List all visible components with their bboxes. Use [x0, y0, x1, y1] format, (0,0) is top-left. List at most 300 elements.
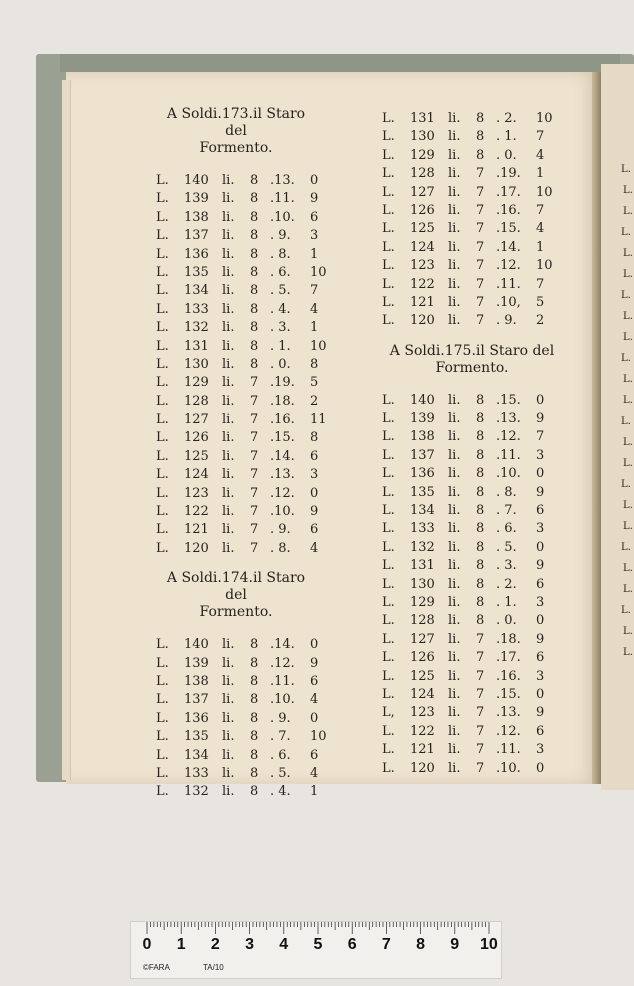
soldi-value: . 9.	[270, 228, 291, 244]
quantity: 122	[184, 504, 209, 520]
table-row	[382, 239, 562, 257]
li-mark: li.	[222, 320, 235, 336]
li-mark: li.	[222, 356, 235, 372]
denari-value: 9	[536, 705, 545, 721]
soldi-value: .12.	[496, 723, 521, 739]
li-mark: li.	[448, 613, 461, 629]
lire-mark: L.	[382, 276, 395, 292]
table-row	[156, 264, 327, 282]
denari-value: 9	[310, 655, 319, 671]
table-row	[156, 636, 319, 654]
quantity: 124	[410, 239, 435, 255]
denari-value: 2	[536, 313, 545, 329]
lire-mark: L.	[156, 692, 169, 708]
lire-value: 7	[250, 412, 259, 428]
denari-value: 4	[310, 692, 319, 708]
quantity: 129	[410, 147, 435, 163]
soldi-value: . 5.	[496, 539, 517, 555]
table-row	[382, 484, 562, 502]
lire-value: 8	[250, 173, 259, 188]
lire-mark: L.	[156, 430, 169, 446]
ruler-number: 2	[210, 936, 220, 953]
quantity: 140	[184, 173, 209, 188]
li-mark: li.	[222, 375, 235, 391]
price-table-section	[382, 343, 562, 778]
li-mark: li.	[222, 246, 235, 262]
lire-value: 8	[250, 228, 259, 244]
lire-mark: L.	[156, 784, 169, 800]
heading-line: A Soldi.175.il Staro del	[389, 342, 555, 359]
lire-value: 7	[476, 166, 485, 182]
quantity: 137	[184, 692, 209, 708]
soldi-value: . 2.	[496, 111, 517, 126]
lire-mark: L.	[156, 191, 169, 207]
soldi-value: . 4.	[270, 784, 291, 800]
lire-mark: L.	[382, 129, 395, 145]
quantity: 123	[184, 485, 209, 501]
denari-value: 0	[310, 637, 319, 653]
soldi-value: .17.	[496, 650, 521, 666]
lire-value: 8	[476, 147, 485, 163]
li-mark: li.	[222, 692, 235, 708]
quantity: 125	[410, 221, 435, 237]
lire-value: 7	[476, 760, 485, 776]
soldi-value: .13.	[270, 173, 295, 188]
soldi-value: .10.	[496, 466, 521, 482]
lire-mark: L.	[156, 338, 169, 354]
lire-mark: L.	[382, 147, 395, 163]
quantity: 128	[184, 393, 209, 409]
facing-page-mark: L.	[621, 227, 631, 238]
soldi-value: .10.	[270, 209, 295, 225]
table-row	[156, 190, 319, 208]
soldi-value: .10,	[496, 294, 521, 310]
lire-mark: L.	[156, 448, 169, 464]
facing-page-mark: L.	[623, 437, 633, 448]
price-table-section	[156, 106, 327, 558]
quantity: 140	[184, 637, 209, 653]
table-row	[156, 673, 319, 691]
quantity: 122	[410, 276, 435, 292]
table-row	[382, 539, 562, 557]
lire-value: 7	[250, 393, 259, 409]
table-row	[382, 704, 562, 722]
quantity: 138	[184, 673, 209, 689]
lire-value: 7	[250, 375, 259, 391]
li-mark: li.	[222, 173, 235, 188]
table-row	[382, 428, 562, 446]
lire-mark: L.	[382, 202, 395, 218]
table-row	[382, 631, 562, 649]
li-mark: li.	[448, 184, 461, 200]
quantity: 135	[410, 484, 435, 500]
table-row	[382, 649, 562, 667]
lire-value: 7	[476, 705, 485, 721]
lire-value: 8	[250, 264, 259, 280]
heading-line: A Soldi.174.il Staro del	[166, 570, 306, 604]
lire-value: 8	[476, 613, 485, 629]
soldi-value: .12.	[496, 429, 521, 445]
lire-value: 8	[476, 484, 485, 500]
li-mark: li.	[448, 129, 461, 145]
facing-page-mark: L.	[621, 164, 631, 175]
lire-value: 7	[250, 522, 259, 538]
soldi-value: .12.	[270, 485, 295, 501]
soldi-value: .11.	[270, 673, 295, 689]
table-row	[156, 172, 319, 190]
denari-value: 10	[310, 729, 327, 745]
table-row	[156, 356, 319, 374]
denari-value: 1	[310, 246, 319, 262]
soldi-value: .12.	[270, 655, 295, 671]
table-row	[156, 521, 319, 539]
li-mark: li.	[448, 631, 461, 647]
li-mark: li.	[448, 239, 461, 255]
lire-mark: L.	[382, 221, 395, 237]
soldi-value: . 7.	[270, 729, 291, 745]
lire-mark: L.	[156, 228, 169, 244]
li-mark: li.	[448, 484, 461, 500]
quantity: 130	[410, 129, 435, 145]
facing-page-mark: L.	[621, 416, 631, 427]
quantity: 138	[410, 429, 435, 445]
li-mark: li.	[448, 558, 461, 574]
li-mark: li.	[222, 228, 235, 244]
table-row	[382, 312, 562, 330]
li-mark: li.	[222, 209, 235, 225]
table-row	[156, 503, 319, 521]
soldi-value: .11.	[270, 191, 295, 207]
denari-value: 0	[536, 686, 545, 702]
table-row	[382, 257, 562, 275]
lire-value: 7	[250, 467, 259, 483]
denari-value: 0	[536, 392, 545, 408]
lire-value: 8	[476, 558, 485, 574]
denari-value: 7	[536, 276, 545, 292]
quantity: 139	[184, 191, 209, 207]
lire-mark: L.	[382, 239, 395, 255]
lire-mark: L.	[156, 412, 169, 428]
li-mark: li.	[222, 430, 235, 446]
li-mark: li.	[222, 673, 235, 689]
quantity: 127	[410, 631, 435, 647]
lire-value: 8	[250, 356, 259, 372]
table-row	[156, 301, 319, 319]
denari-value: 6	[310, 448, 319, 464]
quantity: 131	[410, 111, 435, 126]
li-mark: li.	[448, 258, 461, 274]
lire-value: 8	[250, 338, 259, 354]
denari-value: 6	[310, 522, 319, 538]
quantity: 121	[410, 294, 435, 310]
soldi-value: .19.	[270, 375, 295, 391]
ruler-code: TA/10	[203, 963, 224, 972]
li-mark: li.	[448, 166, 461, 182]
lire-mark: L.	[156, 673, 169, 689]
price-table-section	[156, 570, 327, 802]
soldi-value: .16.	[496, 668, 521, 684]
soldi-value: .11.	[496, 447, 521, 463]
lire-value: 8	[476, 111, 485, 126]
soldi-value: .10.	[270, 504, 295, 520]
soldi-value: . 6.	[270, 264, 291, 280]
li-mark: li.	[448, 429, 461, 445]
quantity: 136	[184, 246, 209, 262]
lire-value: 8	[250, 637, 259, 653]
quantity: 140	[410, 392, 435, 408]
lire-mark: L,	[382, 705, 395, 721]
left-page	[66, 72, 598, 800]
facing-page-mark: L.	[623, 563, 633, 574]
li-mark: li.	[448, 594, 461, 610]
facing-page-fragment	[601, 64, 634, 790]
section-heading	[382, 343, 562, 377]
ruler-number: 10	[480, 936, 498, 953]
denari-value: 1	[536, 166, 545, 182]
lire-value: 7	[476, 184, 485, 200]
denari-value: 6	[536, 576, 545, 592]
table-row	[382, 447, 562, 465]
lire-value: 7	[476, 258, 485, 274]
table-row	[156, 466, 319, 484]
lire-mark: L.	[382, 466, 395, 482]
lire-mark: L.	[156, 320, 169, 336]
lire-mark: L.	[156, 467, 169, 483]
quantity: 122	[410, 723, 435, 739]
lire-value: 8	[476, 576, 485, 592]
lire-value: 8	[476, 129, 485, 145]
quantity: 136	[410, 466, 435, 482]
denari-value: 0	[310, 173, 319, 188]
li-mark: li.	[448, 447, 461, 463]
denari-value: 5	[310, 375, 319, 391]
lire-mark: L.	[382, 613, 395, 629]
quantity: 132	[184, 320, 209, 336]
table-row	[382, 165, 562, 183]
lire-value: 7	[250, 540, 259, 556]
quantity: 131	[410, 558, 435, 574]
facing-page-mark: L.	[621, 605, 631, 616]
ruler-logo: ©FARA	[143, 963, 170, 972]
soldi-value: . 1.	[270, 338, 291, 354]
soldi-value: . 0.	[270, 356, 291, 372]
lire-value: 7	[250, 504, 259, 520]
quantity: 124	[410, 686, 435, 702]
table-row	[156, 540, 319, 558]
facing-page-mark: L.	[623, 647, 633, 658]
li-mark: li.	[222, 747, 235, 763]
table-row	[382, 202, 562, 220]
table-row	[156, 209, 319, 227]
soldi-value: .15.	[496, 686, 521, 702]
quantity: 121	[410, 742, 435, 758]
lire-mark: L.	[382, 760, 395, 776]
quantity: 139	[410, 411, 435, 427]
lire-value: 8	[250, 710, 259, 726]
soldi-value: . 8.	[270, 540, 291, 556]
lire-mark: L.	[156, 246, 169, 262]
ruler-number: 3	[245, 936, 254, 953]
facing-page-mark: L.	[623, 500, 633, 511]
lire-mark: L.	[382, 723, 395, 739]
table-row	[156, 227, 319, 245]
denari-value: 9	[310, 504, 319, 520]
price-table	[156, 172, 327, 558]
ruler-number: 8	[416, 936, 425, 953]
lire-mark: L.	[156, 393, 169, 409]
table-row	[382, 723, 562, 741]
table-row	[382, 294, 562, 312]
denari-value: 3	[536, 742, 545, 758]
lire-mark: L.	[156, 209, 169, 225]
lire-value: 8	[476, 503, 485, 519]
table-row	[382, 276, 562, 294]
quantity: 127	[184, 412, 209, 428]
section-heading	[156, 570, 316, 621]
denari-value: 3	[536, 594, 545, 610]
lire-value: 7	[476, 221, 485, 237]
li-mark: li.	[222, 522, 235, 538]
denari-value: 3	[310, 467, 319, 483]
lire-mark: L.	[382, 594, 395, 610]
lire-mark: L.	[156, 301, 169, 317]
quantity: 126	[184, 430, 209, 446]
li-mark: li.	[448, 411, 461, 427]
lire-value: 8	[476, 429, 485, 445]
denari-value: 2	[310, 393, 319, 409]
lire-value: 8	[250, 655, 259, 671]
lire-value: 8	[250, 692, 259, 708]
denari-value: 0	[536, 539, 545, 555]
quantity: 133	[184, 301, 209, 317]
lire-value: 8	[250, 246, 259, 262]
li-mark: li.	[222, 264, 235, 280]
lire-mark: L.	[382, 631, 395, 647]
lire-value: 8	[250, 747, 259, 763]
denari-value: 10	[310, 264, 327, 280]
soldi-value: . 5.	[270, 283, 291, 299]
table-row	[382, 612, 562, 630]
li-mark: li.	[222, 283, 235, 299]
li-mark: li.	[448, 521, 461, 537]
lire-value: 8	[476, 411, 485, 427]
table-row	[156, 655, 319, 673]
lire-value: 8	[250, 283, 259, 299]
table-row	[382, 128, 562, 146]
facing-page-mark: L.	[621, 353, 631, 364]
quantity: 134	[184, 283, 209, 299]
table-row	[156, 374, 319, 392]
soldi-value: .15.	[496, 221, 521, 237]
quantity: 121	[184, 522, 209, 538]
table-row	[156, 338, 327, 356]
table-row	[156, 783, 319, 801]
soldi-value: .11.	[496, 742, 521, 758]
lire-mark: L.	[382, 258, 395, 274]
quantity: 127	[410, 184, 435, 200]
denari-value: 0	[536, 613, 545, 629]
soldi-value: . 7.	[496, 503, 517, 519]
lire-mark: L.	[156, 747, 169, 763]
heading-line: A Soldi.173.il Staro del	[166, 106, 306, 139]
lire-value: 7	[250, 448, 259, 464]
ruler-ticks	[131, 922, 501, 936]
left-text-column	[156, 106, 327, 802]
soldi-value: . 6.	[496, 521, 517, 537]
denari-value: 0	[310, 485, 319, 501]
denari-value: 6	[310, 209, 319, 225]
soldi-value: . 5.	[270, 765, 291, 781]
denari-value: 8	[310, 430, 319, 446]
denari-value: 3	[536, 521, 545, 537]
li-mark: li.	[448, 147, 461, 163]
lire-mark: L.	[156, 504, 169, 520]
denari-value: 0	[310, 710, 319, 726]
soldi-value: .15.	[496, 392, 521, 408]
denari-value: 3	[536, 668, 545, 684]
table-row	[382, 465, 562, 483]
li-mark: li.	[222, 393, 235, 409]
facing-page-mark: L.	[623, 374, 633, 385]
denari-value: 7	[536, 129, 545, 145]
lire-value: 8	[476, 392, 485, 408]
li-mark: li.	[448, 466, 461, 482]
denari-value: 4	[310, 301, 319, 317]
denari-value: 1	[310, 320, 319, 336]
lire-value: 7	[476, 631, 485, 647]
table-row	[382, 576, 562, 594]
table-row	[156, 485, 319, 503]
table-row	[382, 392, 562, 410]
quantity: 139	[184, 655, 209, 671]
quantity: 132	[410, 539, 435, 555]
lire-mark: L.	[382, 411, 395, 427]
denari-value: 4	[536, 221, 545, 237]
lire-mark: L.	[382, 503, 395, 519]
facing-page-mark: L.	[623, 269, 633, 280]
denari-value: 9	[310, 191, 319, 207]
li-mark: li.	[448, 202, 461, 218]
li-mark: li.	[448, 723, 461, 739]
denari-value: 1	[310, 784, 319, 800]
li-mark: li.	[222, 504, 235, 520]
denari-value: 5	[536, 294, 545, 310]
lire-value: 8	[476, 521, 485, 537]
lire-value: 7	[476, 668, 485, 684]
lire-value: 7	[476, 742, 485, 758]
lire-mark: L.	[382, 668, 395, 684]
page-stack-edge	[62, 80, 71, 780]
lire-mark: L.	[382, 742, 395, 758]
soldi-value: .14.	[270, 637, 295, 653]
quantity: 126	[410, 650, 435, 666]
li-mark: li.	[448, 668, 461, 684]
quantity: 133	[184, 765, 209, 781]
table-row	[156, 691, 319, 709]
lire-value: 8	[250, 673, 259, 689]
denari-value: 0	[536, 760, 545, 776]
facing-page-mark: L.	[623, 584, 633, 595]
lire-mark: L.	[156, 375, 169, 391]
li-mark: li.	[222, 301, 235, 317]
table-row	[382, 410, 562, 428]
table-row	[156, 393, 319, 411]
lire-mark: L.	[382, 392, 395, 408]
quantity: 120	[410, 313, 435, 329]
facing-page-mark: L.	[623, 185, 633, 196]
quantity: 123	[410, 705, 435, 721]
lire-mark: L.	[382, 313, 395, 329]
